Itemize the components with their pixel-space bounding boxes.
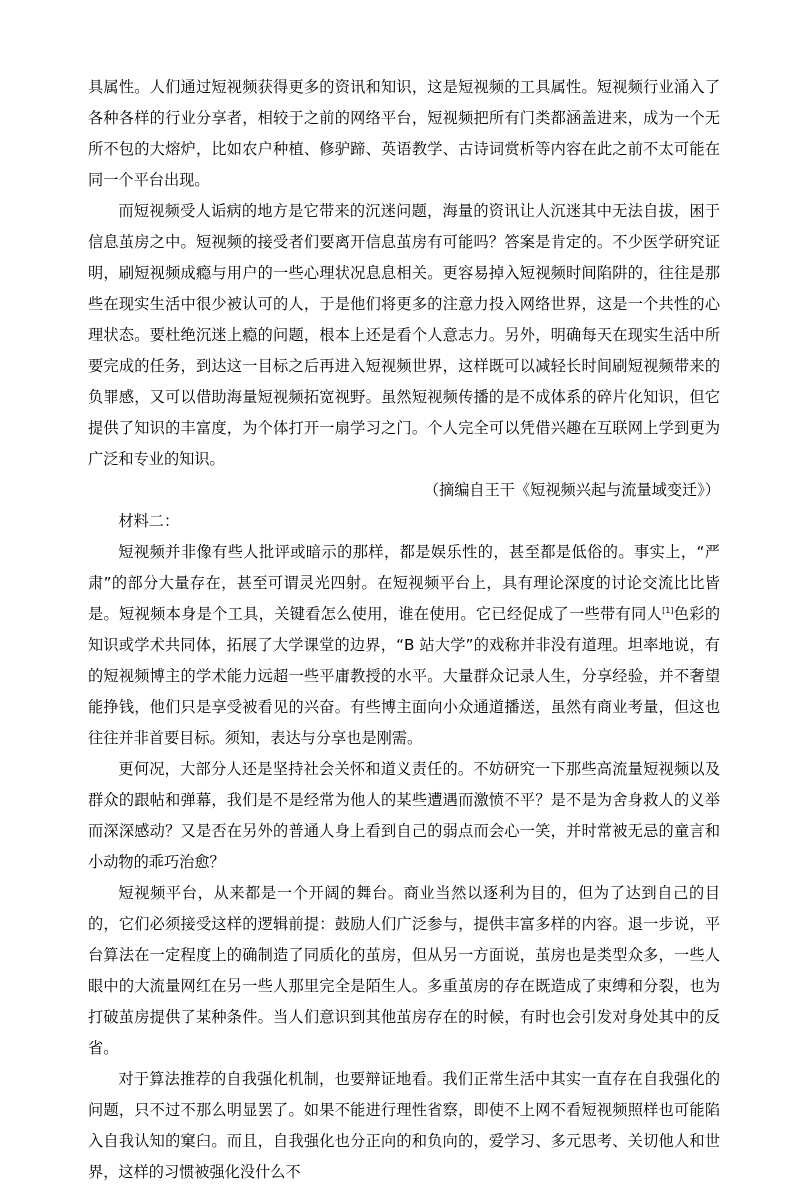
paragraph-text-part: 色彩的知识或学术共同体，拓展了大学课堂的边界，“B 站大学”的戏称并非没有道理。坦率地说，有的短视频博主的学术能力远超一些平庸教授的水平。大量群众记录人生，分享经验，并不奢望能挣钱，他们只是享受被看见的兴奋。有些博主面向小众通道播送，虽然有商业考量，但这也往往并非首要目标。须知，表达与分享也是刚需。 <box>88 605 721 747</box>
source-citation: （摘编自王干《短视频兴起与流量域变迁》） <box>423 481 720 499</box>
paragraph-addiction: 而短视频受人诟病的地方是它带来的沉迷问题，海量的资讯让人沉迷其中无法自拔，困于信息茧房之中。短视频的接受者们要离开信息茧房有可能吗？答案是肯定的。不少医学研究证明，刷短视频成瘾与用户的一些心理状况息息相关。更容易掉入短视频时间陷阱的，往往是那些在现实生活中很少被认可的人，于是他们将更多的注意力投入网络世界，这是一个共性的心理状态。要杜绝沉迷上瘾的问题，根本上还是看个人意志力。另外，明确每天在现实生活中所要完成的任务，到达这一目标之后再进入短视频世界，这样既可以减轻长时间刷短视频带来的负罪感，又可以借助海量短视频拓宽视野。虽然短视频传播的是不成体系的碎片化知识，但它提供了知识的丰富度，为个体打开一扇学习之门。个人完全可以凭借兴趣在互联网上学到更为广泛和专业的知识。 <box>88 202 720 468</box>
material-two-label: 材料二： <box>118 512 180 530</box>
paragraph-continuation: 具属性。人们通过短视频获得更多的资讯和知识，这是短视频的工具属性。短视频行业涌入了各种各样的行业分享者，相较于之前的网络平台，短视频把所有门类都涵盖进来，成为一个无所不包的大熔炉，比如农户种植、修驴蹄、英语教学、古诗词赏析等内容在此之前不太可能在同一个平台出现。 <box>88 78 720 189</box>
paragraph-text-part: 短视频并非像有些人批评或暗示的那样，都是娱乐性的，甚至都是低俗的。事实上，“严肃”的部分大量存在，甚至可谓灵光四射。在短视频平台上，具有理论深度的讨论交流比比皆是。短视频本身是个工具，关键看怎么使用，谁在使用。它已经促成了一些带有同人 <box>88 543 720 623</box>
paragraph-serious-content <box>88 537 720 754</box>
paragraph-social-care: 更何况，大部分人还是坚持社会关怀和道义责任的。不妨研究一下那些高流量短视频以及群众的跟帖和弹幕，我们是不是经常为他人的某些遭遇而激愤不平？是不是为舍身救人的义举而深深感动？又是否在另外的普通人身上看到自己的弱点而会心一笑，并时常被无忌的童言和小动物的乖巧治愈？ <box>88 760 720 871</box>
paragraph-platform-stage: 短视频平台，从来都是一个开阔的舞台。商业当然以逐利为目的，但为了达到自己的目的，它们必须接受这样的逻辑前提：鼓励人们广泛参与，提供丰富多样的内容。退一步说，平台算法在一定程度上的确制造了同质化的茧房，但从另一方面说，茧房也是类型众多，一些人眼中的大流量网红在另一些人那里完全是陌生人。多重茧房的存在既造成了束缚和分裂，也为打破茧房提供了某种条件。当人们意识到其他茧房存在的时候，有时也会引发对身处其中的反省。 <box>88 884 720 1057</box>
article-body <box>88 72 720 1188</box>
footnote-marker: [1] <box>662 606 674 615</box>
paragraph-algorithm: 对于算法推荐的自我强化机制，也要辩证地看。我们正常生活中其实一直存在自我强化的问题，只不过不那么明显罢了。如果不能进行理性省察，即使不上网不看短视频照样也可能陷入自我认知的窠臼。而且，自我强化也分正向的和负向的，爱学习、多元思考、关切他人和世界，这样的习惯被强化没什么不 <box>88 1070 720 1181</box>
